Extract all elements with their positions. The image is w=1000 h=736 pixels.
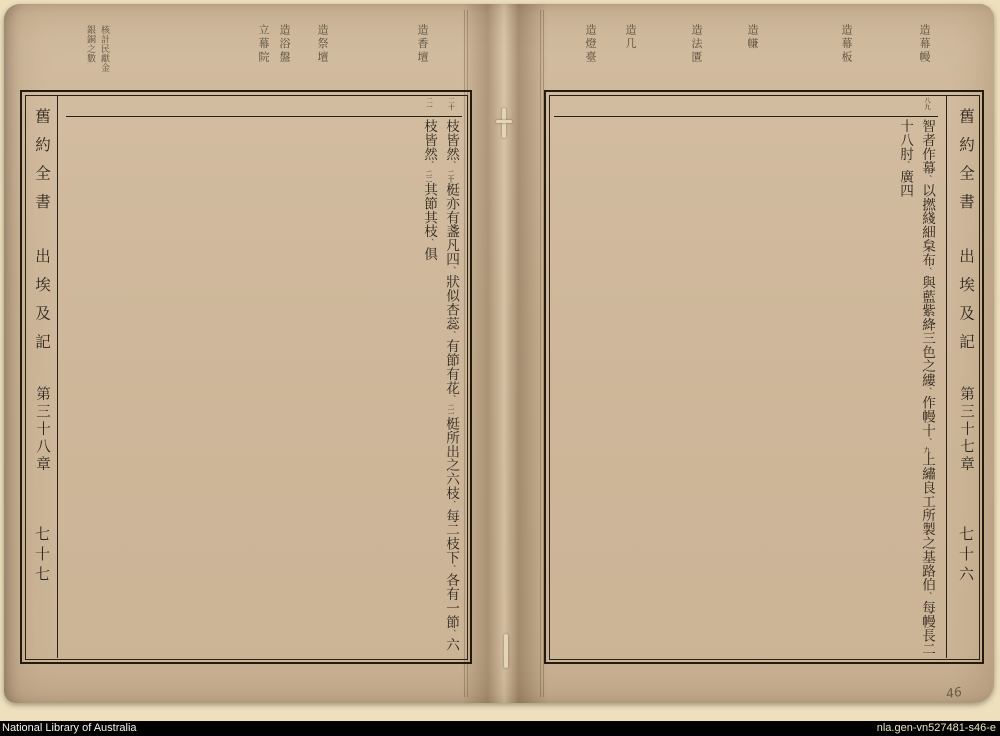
text-column: 智者作幕、以撚綫細枲布、與藍紫絳三色之縷、作幔十、九上繡良工所製之基路伯、每幔長二十八肘、廣四 [897, 119, 935, 657]
page-number: 七十六 [957, 525, 975, 586]
watermark-bar [0, 721, 1000, 736]
margin-chapter-label: 第三十七章 [958, 386, 974, 474]
punctuation: 、 [446, 330, 456, 340]
margin-book-title: 出埃及記 [957, 248, 975, 362]
punctuation: 、 [446, 564, 456, 574]
binding-thread [504, 634, 508, 668]
section-annotation: 造法匱 [690, 24, 703, 65]
inline-verse-number: 二二 [425, 169, 433, 183]
punctuation: 、 [424, 238, 434, 247]
verse-number-band [554, 97, 938, 117]
punctuation: 、 [922, 386, 932, 396]
margin-book-title: 舊約全書 [957, 108, 975, 222]
page-left-text [66, 119, 462, 657]
punctuation: 、 [922, 591, 932, 601]
verse-numbers: 八九 [923, 97, 931, 110]
punctuation: 、 [446, 499, 456, 509]
margin-book-title: 舊約全書 [33, 108, 51, 222]
inline-verse-number: 二一 [447, 403, 455, 417]
section-annotation: 造幕板 [840, 24, 853, 65]
margin-title-right [946, 96, 981, 658]
section-annotation: 造燈臺 [584, 24, 597, 65]
section-annotation: 造幕幔 [918, 24, 931, 65]
verse-number-band [66, 97, 462, 117]
section-annotation: 核計民獻金 [99, 25, 109, 73]
section-annotation: 造浴盤 [278, 24, 291, 65]
punctuation: 、 [922, 437, 932, 447]
text-column: 枝皆然、二十梃亦有盞凡四、狀似杏蕊、有節有花、二一梃所出之六枝、每二枝下、各有一節、六枝皆然、二二其節其枝、俱 [421, 119, 459, 652]
section-annotation: 造香壇 [416, 24, 429, 65]
page-right-frame [544, 90, 984, 664]
section-annotation: 立幕院 [257, 24, 270, 65]
section-annotation: 銀銅之數 [85, 25, 95, 63]
punctuation: 、 [446, 160, 456, 170]
punctuation: 、 [446, 265, 456, 275]
punctuation: 、 [900, 160, 910, 170]
section-annotation: 造几 [624, 24, 637, 51]
punctuation: 、 [446, 628, 456, 638]
margin-book-title: 出埃及記 [33, 248, 51, 362]
binding-gutter [462, 4, 548, 703]
punctuation: 、 [424, 160, 434, 170]
verse-numbers: 二十二一 [425, 97, 455, 110]
handwritten-folio-number: 46 [945, 683, 963, 702]
punctuation: 、 [446, 394, 456, 404]
punctuation: 、 [922, 174, 932, 184]
page-right-text [554, 119, 938, 657]
punctuation: 、 [922, 266, 932, 276]
binding-thread [496, 120, 512, 123]
image-id-label: nla.gen-vn527481-s46-e [876, 722, 996, 734]
section-annotation: 造祭壇 [316, 24, 329, 65]
book-spread [4, 4, 994, 703]
page-number: 七十七 [33, 525, 51, 586]
margin-chapter-label: 第三十八章 [34, 386, 50, 474]
margin-title-left [23, 96, 58, 658]
library-watermark-label: National Library of Australia [2, 722, 137, 734]
inline-verse-number: 九 [923, 446, 931, 453]
binding-thread [502, 108, 506, 138]
section-annotation: 造㡘 [746, 24, 759, 51]
page-left-frame [20, 90, 472, 664]
inline-verse-number: 二十 [447, 169, 455, 183]
